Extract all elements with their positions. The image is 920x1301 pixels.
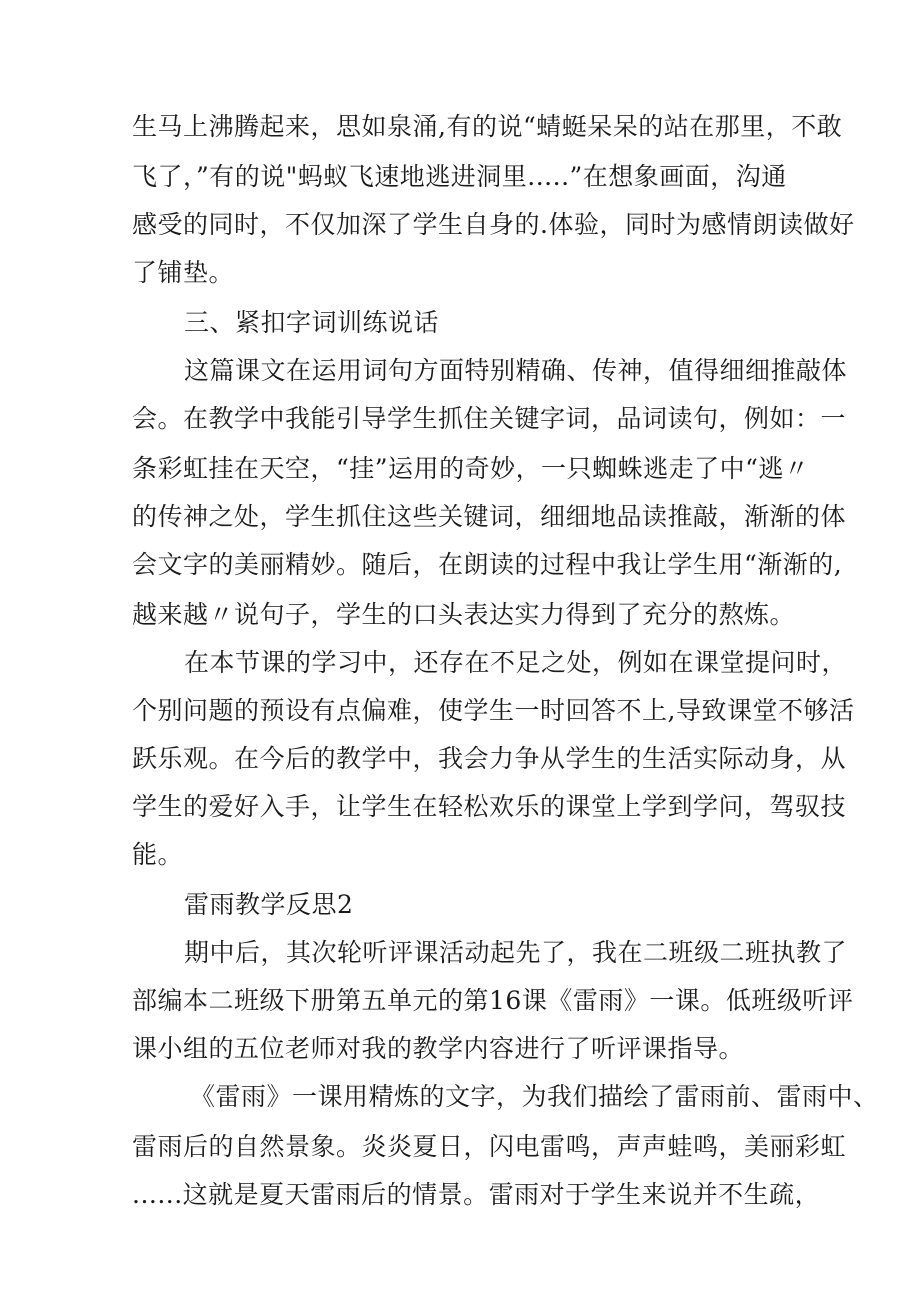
paragraph-line: 个别问题的预设有点偏难，使学生一时回答不上,导致课堂不够活	[132, 696, 855, 725]
paragraph-line: 《雷雨》一课用精炼的文字，为我们描绘了雷雨前、雷雨中、	[190, 1082, 879, 1111]
paragraph-line: ......这就是夏天雷雨后的情景。雷雨对于学生来说并不生疏，	[132, 1180, 821, 1209]
paragraph-line: 生马上沸腾起来，思如泉涌,有的说“蜻蜓呆呆的站在那里，不敢	[132, 112, 843, 141]
paragraph-line: 这篇课文在运用词句方面特别精确、传神，值得细细推敲体	[184, 356, 848, 385]
paragraph-line: 期中后，其次轮听评课活动起先了，我在二班级二班执教了	[184, 938, 848, 967]
paragraph-line: 了铺垫。	[132, 258, 235, 287]
paragraph-line: 学生的爱好入手，让学生在轻松欢乐的课堂上学到学问，驾驭技	[132, 792, 847, 821]
paragraph-line: 感受的同时，不仅加深了学生自身的.体验，同时为感情朗读做好	[132, 210, 855, 239]
paragraph-line: 会。在教学中我能引导学生抓住关键字词，品词读句，例如：一	[132, 404, 847, 433]
paragraph-line: 条彩虹挂在天空，“挂”运用的奇妙，一只蜘蛛逃走了中“逃〃	[132, 454, 810, 483]
paragraph-line: 飞了，”有的说"蚂蚁飞速地逃进洞里.....”在想象画面，沟通	[132, 162, 787, 191]
paragraph-line: 越来越〃说句子，学生的口头表达实力得到了充分的熬炼。	[132, 600, 796, 629]
section-heading: 三、紧扣字词训练说话	[184, 308, 440, 337]
paragraph-line: 课小组的五位老师对我的教学内容进行了听评课指导。	[132, 1034, 745, 1063]
paragraph-line: 部编本二班级下册第五单元的第16课《雷雨》一课。低班级听评	[132, 986, 854, 1015]
paragraph-line: 在本节课的学习中，还存在不足之处，例如在课堂提问时，	[184, 648, 848, 677]
paragraph-line: 能。	[132, 840, 184, 869]
paragraph-line: 会文字的美丽精妙。随后，在朗读的过程中我让学生用“渐渐的,	[132, 550, 843, 579]
paragraph-line: 跃乐观。在今后的教学中，我会力争从学生的生活实际动身，从	[132, 744, 847, 773]
section-heading: 雷雨教学反思2	[184, 890, 354, 919]
paragraph-line: 的传神之处，学生抓住这些关键词，细细地品读推敲，渐渐的体	[132, 502, 847, 531]
paragraph-line: 雷雨后的自然景象。炎炎夏日，闪电雷鸣，声声蛙鸣，美丽彩虹	[132, 1132, 847, 1161]
